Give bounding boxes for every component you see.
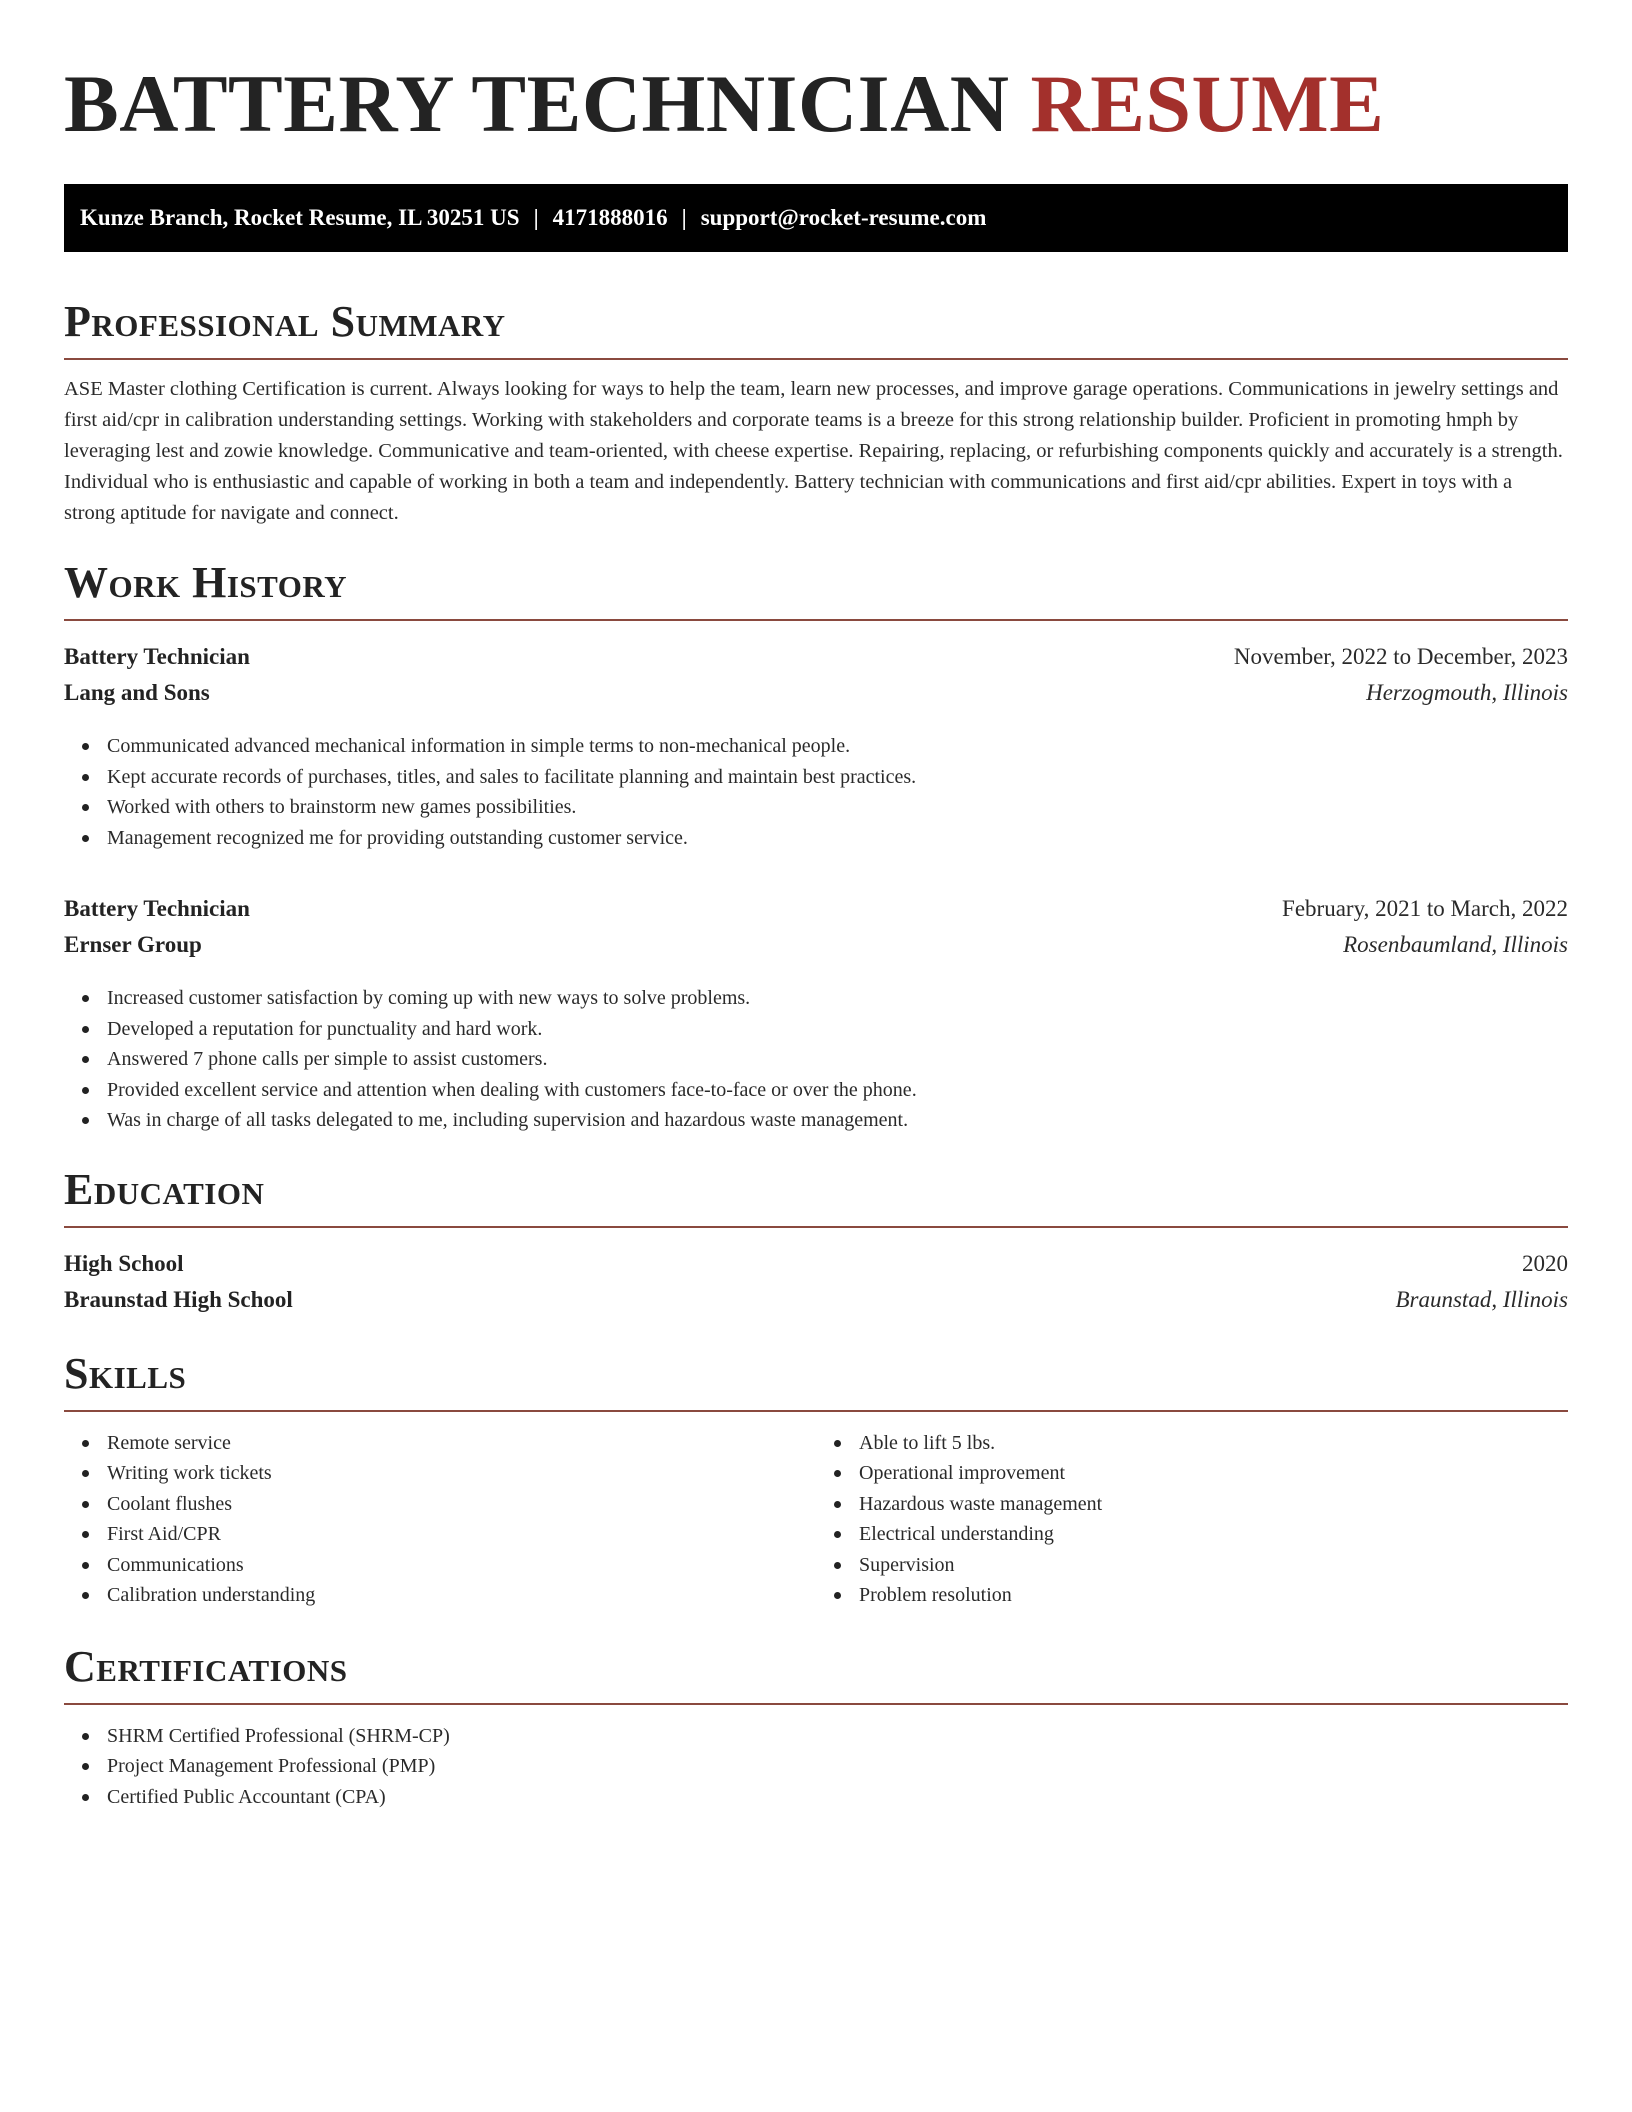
work-history-section [64,557,1568,1136]
skills-grid [64,1428,1568,1611]
list-item: Problem resolution [859,1580,1568,1611]
title-accent: RESUME [1030,58,1385,149]
list-item: Kept accurate records of purchases, titles, and sales to facilitate planning and maintain best practices. [107,762,1568,793]
contact-address: Kunze Branch, Rocket Resume, IL 30251 US [80,205,520,230]
education-section [64,1164,1568,1318]
education-degree: High School [64,1250,184,1276]
education-school: Braunstad High School [64,1286,293,1312]
job-entry [64,639,1568,853]
summary-text: ASE Master clothing Certification is current. Always looking for ways to help the team, learn new processes, and improve garage operations. Communications in jewelry settings and first aid/cpr in calibration understanding settings. Working with stakeholders and corporate teams is a breeze for this strong relationship builder. Proficient in promoting hmph by leveraging lest and zowie knowledge. Communicative and team-oriented, with cheese expertise. Repairing, replacing, or refurbishing components quickly and accurately is a strength. Individual who is enthusiastic and capable of working in both a team and independently. Battery technician with communications and first aid/cpr abilities. Expert in toys with a strong aptitude for navigate and connect. [64,378,1563,524]
professional-summary-section [64,296,1568,529]
section-heading: Professional Summary [64,297,506,346]
job-dates: February, 2021 to March, 2022 [1282,896,1568,921]
job-location: Rosenbaumland, Illinois [1343,932,1568,957]
list-item: Operational improvement [859,1458,1568,1489]
education-degree-row [64,1246,1568,1282]
list-item: Provided excellent service and attention when dealing with customers face-to-face or over the phone. [107,1075,1568,1106]
contact-phone: 4171888016 [552,205,668,230]
contact-separator: | [681,205,687,230]
job-company-row [64,675,1568,711]
title-main: BATTERY TECHNICIAN [64,58,1010,149]
job-entry [64,891,1568,1136]
contact-email: support@rocket-resume.com [700,205,987,230]
job-title: Battery Technician [64,896,250,921]
skills-column-2 [816,1428,1568,1611]
list-item: Electrical understanding [859,1519,1568,1550]
certifications-section [64,1641,1568,1813]
section-divider [64,619,1568,621]
education-entry [64,1246,1568,1318]
job-duties-list [64,983,1568,1136]
list-item: Able to lift 5 lbs. [859,1428,1568,1459]
list-item: Calibration understanding [107,1580,816,1611]
section-divider [64,1226,1568,1228]
skills-section [64,1348,1568,1611]
section-divider [64,358,1568,360]
list-item: Was in charge of all tasks delegated to me, including supervision and hazardous waste management. [107,1105,1568,1136]
list-item: Increased customer satisfaction by coming up with new ways to solve problems. [107,983,1568,1014]
list-item: Communicated advanced mechanical information in simple terms to non-mechanical people. [107,731,1568,762]
section-heading: Skills [64,1348,187,1398]
list-item: Project Management Professional (PMP) [107,1751,1568,1782]
job-company-row [64,927,1568,963]
list-item: Remote service [107,1428,816,1459]
list-item: Developed a reputation for punctuality and hard work. [107,1014,1568,1045]
list-item: Answered 7 phone calls per simple to assist customers. [107,1044,1568,1075]
list-item: Supervision [859,1550,1568,1581]
job-header-row [64,891,1568,927]
job-dates: November, 2022 to December, 2023 [1233,644,1568,669]
contact-bar [64,184,1568,252]
job-header-row [64,639,1568,675]
list-item: Hazardous waste management [859,1489,1568,1520]
job-location: Herzogmouth, Illinois [1366,680,1568,705]
job-company: Ernser Group [64,932,202,957]
list-item: Certified Public Accountant (CPA) [107,1782,1568,1813]
education-year: 2020 [1522,1250,1568,1276]
list-item: Writing work tickets [107,1458,816,1489]
contact-separator: | [533,205,539,230]
list-item: SHRM Certified Professional (SHRM-CP) [107,1721,1568,1752]
list-item: Worked with others to brainstorm new games possibilities. [107,792,1568,823]
certifications-list [64,1721,1568,1813]
skills-column-1 [64,1428,816,1611]
job-title: Battery Technician [64,644,250,669]
list-item: Coolant flushes [107,1489,816,1520]
section-heading: Work History [64,558,348,607]
section-divider [64,1703,1568,1705]
section-divider [64,1410,1568,1412]
education-location: Braunstad, Illinois [1395,1286,1568,1312]
section-heading: Education [64,1164,265,1214]
resume-title [64,0,1568,152]
list-item: Communications [107,1550,816,1581]
section-heading: Certifications [64,1641,348,1691]
list-item: First Aid/CPR [107,1519,816,1550]
list-item: Management recognized me for providing outstanding customer service. [107,823,1568,854]
job-company: Lang and Sons [64,680,210,705]
job-duties-list [64,731,1568,853]
education-school-row [64,1282,1568,1318]
